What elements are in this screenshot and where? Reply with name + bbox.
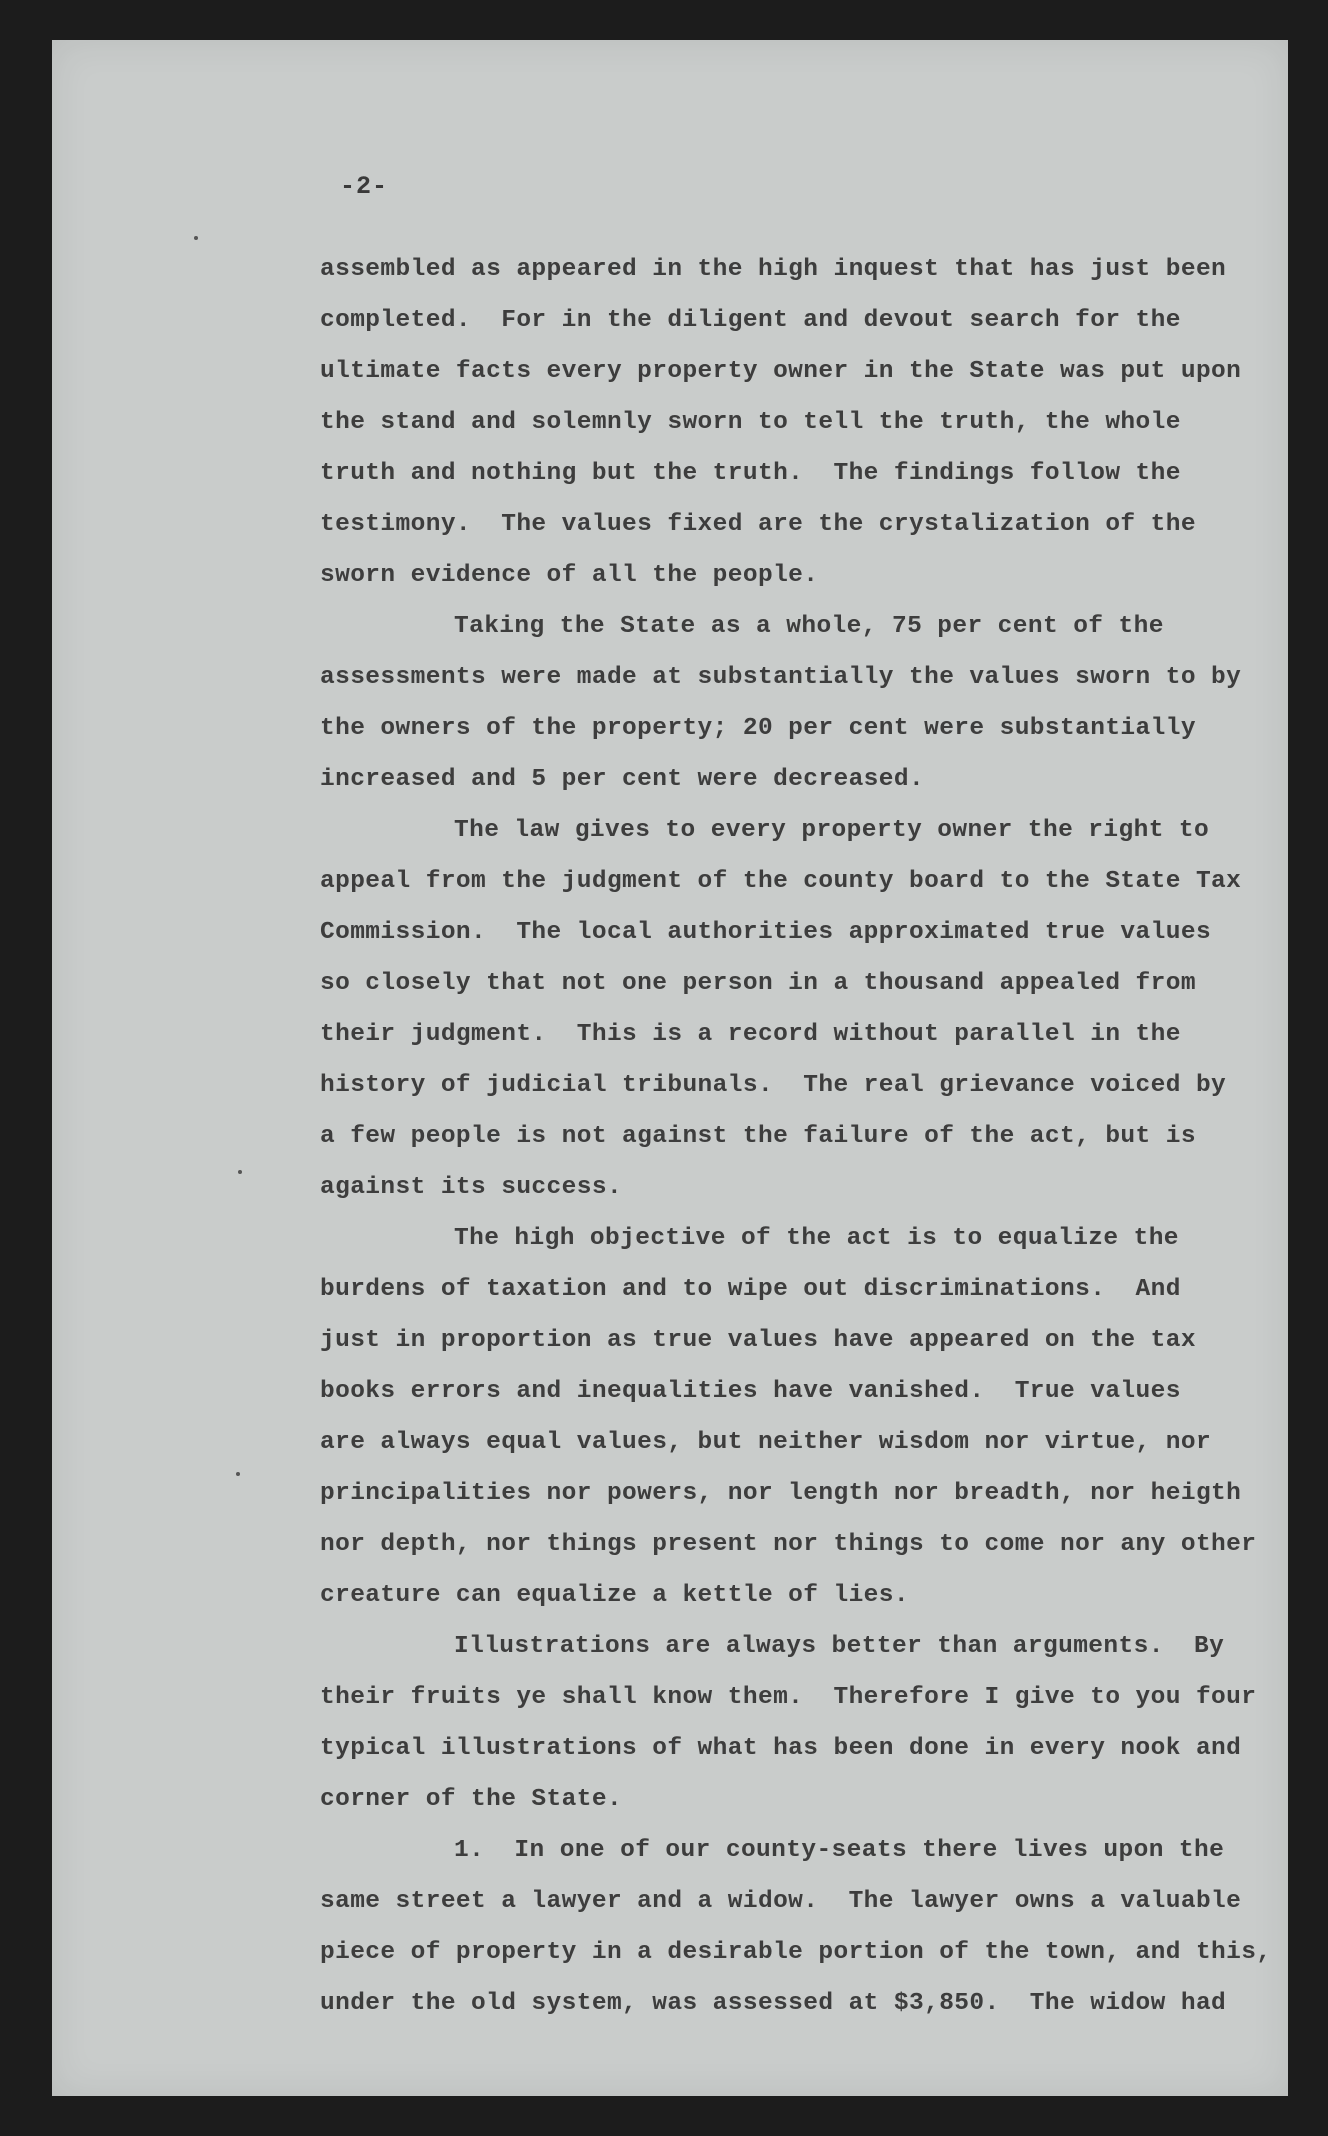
text-line: truth and nothing but the truth. The findings follow the (320, 460, 1181, 487)
text-line: their fruits ye shall know them. Therefore I give to you four (320, 1684, 1257, 1711)
text-line: testimony. The values fixed are the crystalization of the (320, 511, 1196, 538)
text-line: principalities nor powers, nor length nor breadth, nor heigth (320, 1480, 1242, 1507)
text-line: the stand and solemnly sworn to tell the truth, the whole (320, 409, 1181, 436)
text-line: completed. For in the diligent and devout search for the (320, 307, 1181, 334)
text-line: a few people is not against the failure of the act, but is (320, 1123, 1196, 1150)
text-line: history of judicial tribunals. The real grievance voiced by (320, 1072, 1227, 1099)
text-line: so closely that not one person in a thousand appealed from (320, 970, 1196, 997)
text-line: appeal from the judgment of the county board to the State Tax (320, 868, 1242, 895)
text-line: corner of the State. (320, 1786, 623, 1813)
text-line: increased and 5 per cent were decreased. (320, 766, 925, 793)
ink-speck (238, 1170, 242, 1174)
text-line: just in proportion as true values have appeared on the tax (320, 1327, 1196, 1354)
text-line: same street a lawyer and a widow. The lawyer owns a valuable (320, 1888, 1242, 1915)
text-line: burdens of taxation and to wipe out discriminations. And (320, 1276, 1181, 1303)
text-line: Commission. The local authorities approximated true values (320, 919, 1212, 946)
text-line: The law gives to every property owner the right to (454, 817, 1210, 844)
text-line: The high objective of the act is to equalize the (454, 1225, 1179, 1252)
text-line: Taking the State as a whole, 75 per cent of the (454, 613, 1164, 640)
text-line: Illustrations are always better than arguments. By (454, 1633, 1225, 1660)
ink-speck (236, 1472, 240, 1476)
text-line: nor depth, nor things present nor things to come nor any other (320, 1531, 1257, 1558)
text-line: typical illustrations of what has been done in every nook and (320, 1735, 1242, 1762)
text-line: assessments were made at substantially the values sworn to by (320, 664, 1242, 691)
page-number: -2- (340, 172, 389, 201)
text-line: assembled as appeared in the high inquest that has just been (320, 256, 1227, 283)
text-line: under the old system, was assessed at $3,850. The widow had (320, 1990, 1227, 2017)
document-page (52, 40, 1288, 2096)
ink-speck (194, 236, 198, 240)
text-line: 1. In one of our county-seats there lives upon the (454, 1837, 1225, 1864)
text-line: their judgment. This is a record without parallel in the (320, 1021, 1181, 1048)
text-line: ultimate facts every property owner in the State was put upon (320, 358, 1242, 385)
text-line: books errors and inequalities have vanished. True values (320, 1378, 1181, 1405)
document-body (320, 244, 1280, 2029)
text-line: against its success. (320, 1174, 623, 1201)
text-line: sworn evidence of all the people. (320, 562, 819, 589)
text-line: creature can equalize a kettle of lies. (320, 1582, 909, 1609)
text-line: piece of property in a desirable portion of the town, and this, (320, 1939, 1272, 1966)
text-line: the owners of the property; 20 per cent were substantially (320, 715, 1196, 742)
text-line: are always equal values, but neither wisdom nor virtue, nor (320, 1429, 1212, 1456)
